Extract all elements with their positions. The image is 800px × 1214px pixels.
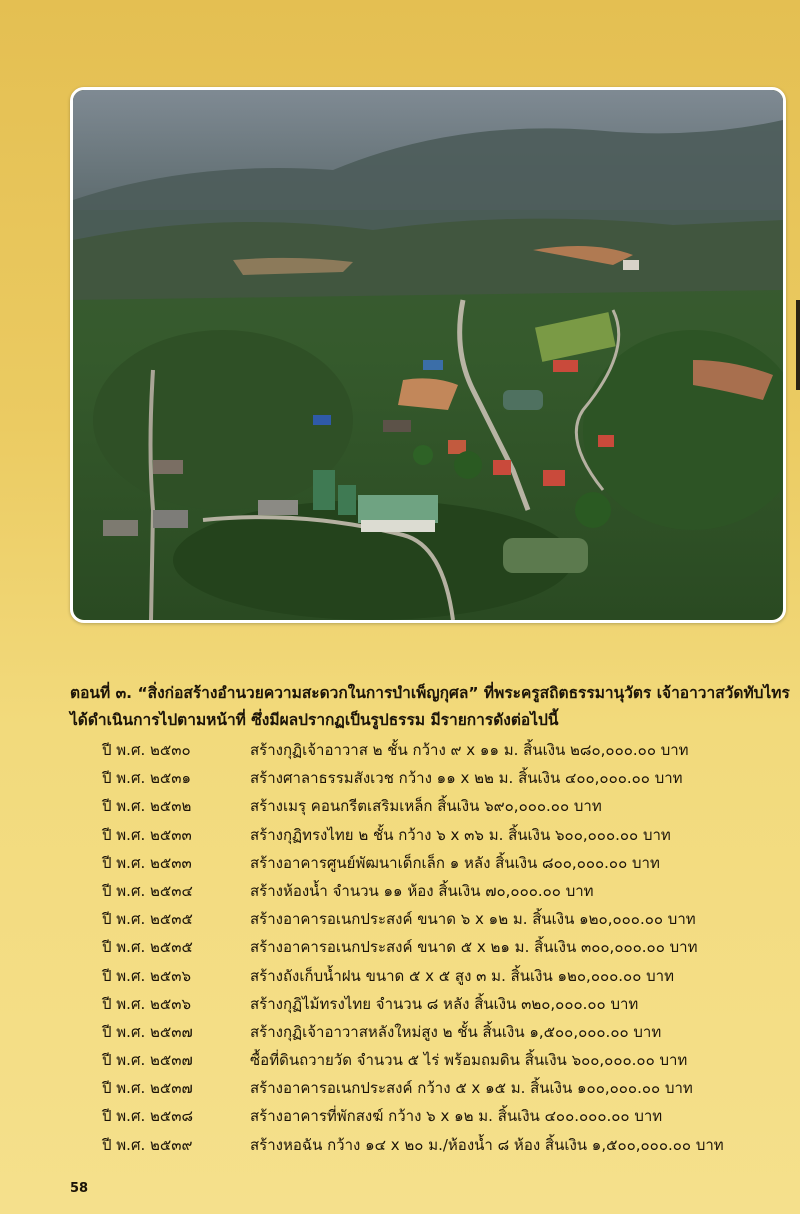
list-item <box>102 1101 792 1129</box>
entry-description: สร้างอาคารอเนกประสงค์ ขนาด ๖ x ๑๒ ม. สิ้นเงิน ๑๒๐,๐๐๐.๐๐ บาท <box>250 910 696 929</box>
entry-description: สร้างกุฏิเจ้าอาวาสหลังใหม่สูง ๒ ชั้น สิ้นเงิน ๑,๕๐๐,๐๐๐.๐๐ บาท <box>250 1022 662 1041</box>
entry-year: ปี พ.ศ. ๒๕๓๕ <box>102 910 193 929</box>
page-edge-strip <box>796 300 800 390</box>
list-item <box>102 820 792 848</box>
list-item <box>102 763 792 791</box>
list-item <box>102 1130 792 1158</box>
aerial-photo-frame <box>70 87 786 623</box>
entry-year: ปี พ.ศ. ๒๕๓๒ <box>102 797 192 816</box>
entry-description: สร้างหอฉัน กว้าง ๑๔ x ๒๐ ม./ห้องน้ำ ๘ ห้อง สิ้นเงิน ๑,๕๐๐,๐๐๐.๐๐ บาท <box>250 1135 724 1154</box>
entry-year: ปี พ.ศ. ๒๕๓๖ <box>102 994 192 1013</box>
entry-description: สร้างกุฏิทรงไทย ๒ ชั้น กว้าง ๖ x ๓๖ ม. สิ้นเงิน ๖๐๐,๐๐๐.๐๐ บาท <box>250 825 671 844</box>
entry-year: ปี พ.ศ. ๒๕๓๓ <box>102 853 192 872</box>
aerial-temple-photo <box>73 90 783 620</box>
heading-line-1: ตอนที่ ๓. “สิ่งก่อสร้างอำนวยความสะดวกในการบำเพ็ญกุศล” ที่พระครูสถิตธรรมานุวัตร เจ้าอาวาสวัดทับไทร <box>70 684 790 702</box>
entry-year: ปี พ.ศ. ๒๕๓๖ <box>102 966 192 985</box>
entry-year: ปี พ.ศ. ๒๕๓๔ <box>102 881 193 900</box>
entry-description: สร้างกุฏิไม้ทรงไทย จำนวน ๘ หลัง สิ้นเงิน ๓๒๐,๐๐๐.๐๐ บาท <box>250 994 639 1013</box>
entry-description: สร้างอาคารอเนกประสงค์ ขนาด ๕ x ๒๑ ม. สิ้นเงิน ๓๐๐,๐๐๐.๐๐ บาท <box>250 938 698 957</box>
entry-description: สร้างอาคารที่พักสงฆ์ กว้าง ๖ x ๑๒ ม. สิ้นเงิน ๔๐๐.๐๐๐.๐๐ บาท <box>250 1107 663 1126</box>
entry-year: ปี พ.ศ. ๒๕๓๗ <box>102 1079 193 1098</box>
entry-year: ปี พ.ศ. ๒๕๓๓ <box>102 825 192 844</box>
entry-year: ปี พ.ศ. ๒๕๓๙ <box>102 1135 193 1154</box>
list-item <box>102 735 792 763</box>
list-item <box>102 848 792 876</box>
construction-list <box>102 735 792 1158</box>
entry-year: ปี พ.ศ. ๒๕๓๑ <box>102 769 192 788</box>
list-item <box>102 989 792 1017</box>
heading-line-2: ได้ดำเนินการไปตามหน้าที่ ซึ่งมีผลปรากฏเป็นรูปธรรม มีรายการดังต่อไปนี้ <box>70 711 559 729</box>
entry-description: สร้างถังเก็บน้ำฝน ขนาด ๕ x ๕ สูง ๓ ม. สิ้นเงิน ๑๒๐,๐๐๐.๐๐ บาท <box>250 966 674 985</box>
entry-description: ซื้อที่ดินถวายวัด จำนวน ๕ ไร่ พร้อมถมดิน สิ้นเงิน ๖๐๐,๐๐๐.๐๐ บาท <box>250 1051 688 1070</box>
list-item <box>102 961 792 989</box>
list-item <box>102 932 792 960</box>
page-number: 58 <box>70 1181 89 1196</box>
entry-year: ปี พ.ศ. ๒๕๓๐ <box>102 741 191 759</box>
entry-description: สร้างเมรุ คอนกรีตเสริมเหล็ก สิ้นเงิน ๖๙๐,๐๐๐.๐๐ บาท <box>250 797 602 816</box>
entry-description: สร้างอาคารศูนย์พัฒนาเด็กเล็ก ๑ หลัง สิ้นเงิน ๘๐๐,๐๐๐.๐๐ บาท <box>250 853 660 872</box>
list-item <box>102 1073 792 1101</box>
entry-year: ปี พ.ศ. ๒๕๓๗ <box>102 1022 193 1041</box>
entry-description: สร้างศาลาธรรมสังเวช กว้าง ๑๑ x ๒๒ ม. สิ้นเงิน ๔๐๐,๐๐๐.๐๐ บาท <box>250 769 683 788</box>
entry-year: ปี พ.ศ. ๒๕๓๘ <box>102 1107 194 1126</box>
entry-year: ปี พ.ศ. ๒๕๓๗ <box>102 1051 193 1070</box>
list-item <box>102 791 792 819</box>
entry-description: สร้างห้องน้ำ จำนวน ๑๑ ห้อง สิ้นเงิน ๗๐,๐๐๐.๐๐ บาท <box>250 881 594 900</box>
section-heading <box>70 680 790 734</box>
list-item <box>102 1045 792 1073</box>
entry-description: สร้างกุฏิเจ้าอาวาส ๒ ชั้น กว้าง ๙ x ๑๑ ม. สิ้นเงิน ๒๘๐,๐๐๐.๐๐ บาท <box>250 741 689 759</box>
list-item <box>102 1017 792 1045</box>
list-item <box>102 904 792 932</box>
entry-description: สร้างอาคารอเนกประสงค์ กว้าง ๕ x ๑๕ ม. สิ้นเงิน ๑๐๐,๐๐๐.๐๐ บาท <box>250 1079 693 1098</box>
list-item <box>102 876 792 904</box>
entry-year: ปี พ.ศ. ๒๕๓๕ <box>102 938 193 957</box>
